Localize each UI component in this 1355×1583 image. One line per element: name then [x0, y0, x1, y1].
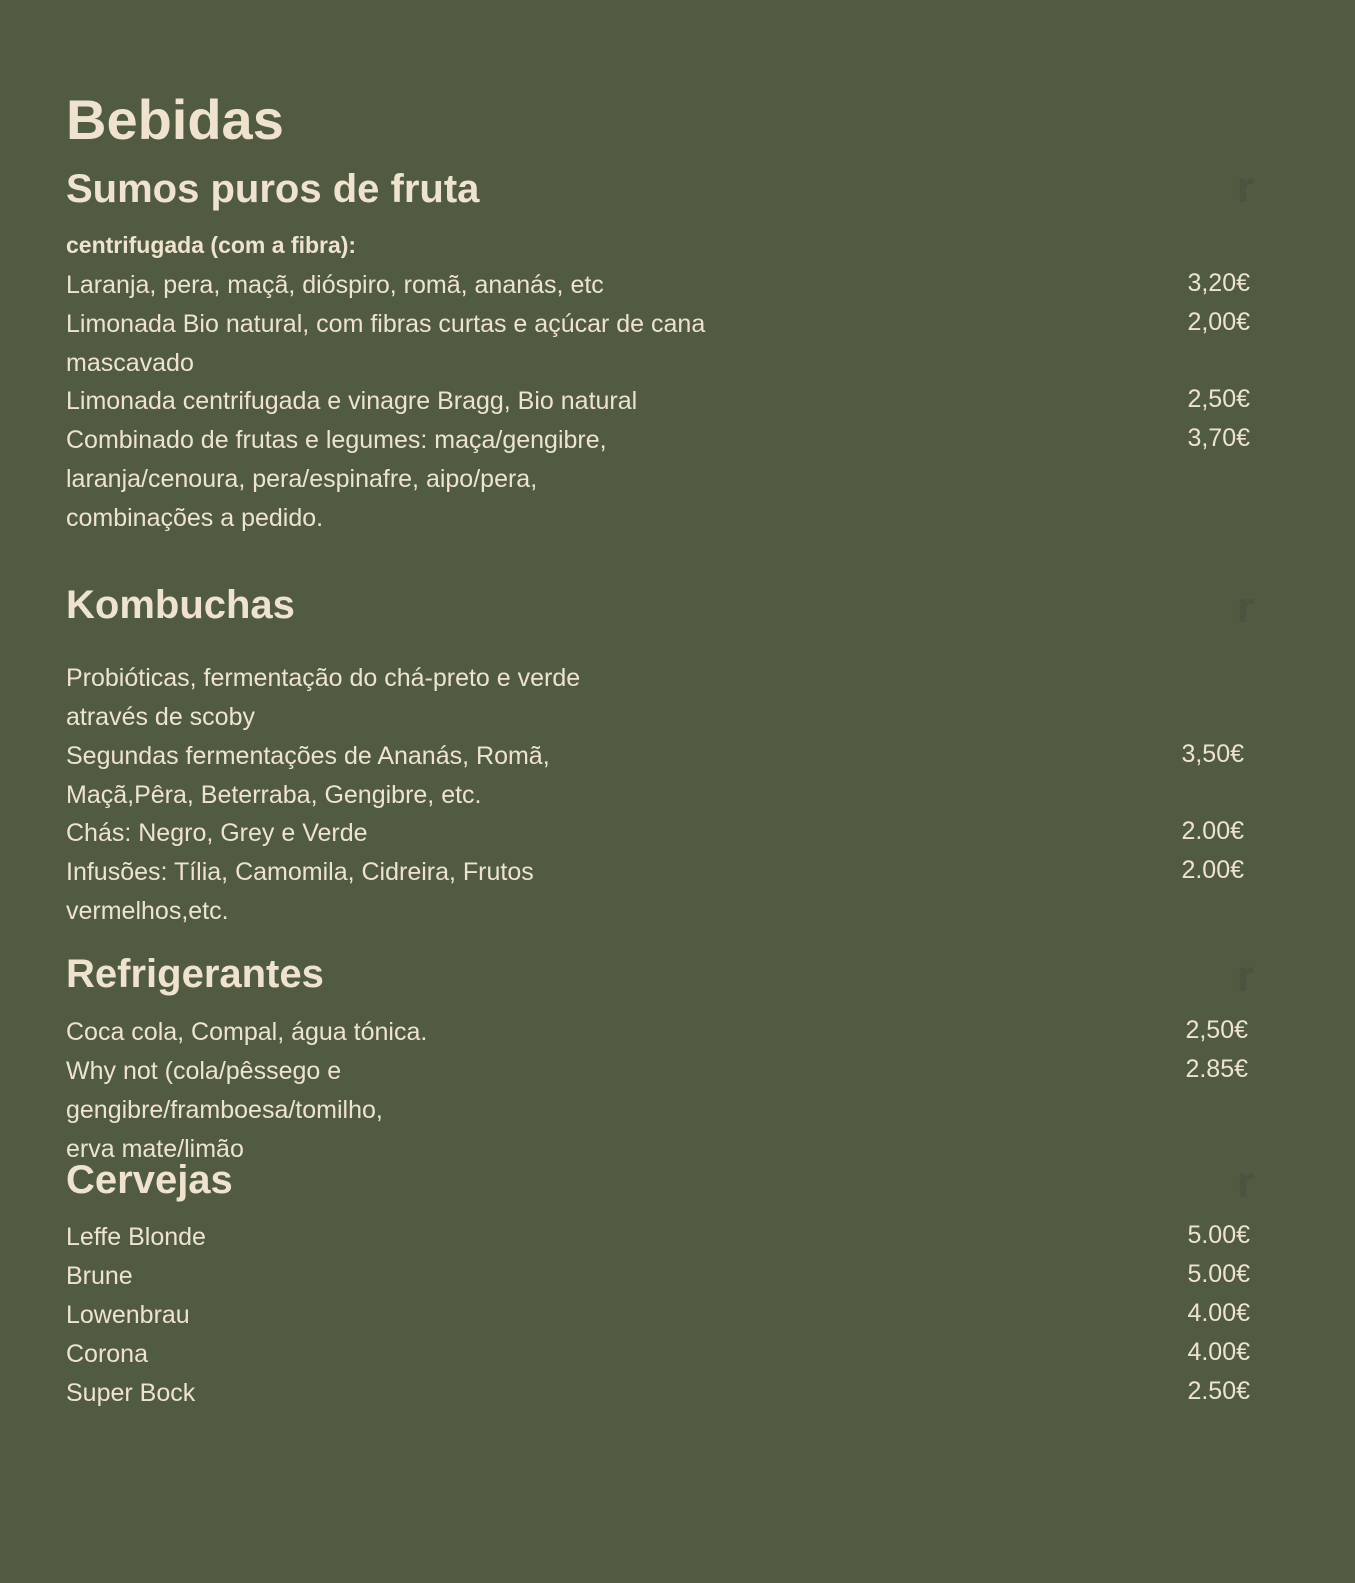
- menu-item: [66, 1296, 1262, 1335]
- menu-item-name: Super Bock: [66, 1379, 196, 1407]
- menu-item-price: 2.00€: [1181, 817, 1244, 845]
- menu-item-price: 3,70€: [1187, 424, 1250, 452]
- menu-item: [66, 382, 1262, 421]
- menu-item-name: Limonada Bio natural, com fibras curtas e açúcar de cana mascavado: [66, 310, 706, 377]
- menu-item-price: 2,00€: [1187, 308, 1250, 336]
- section-title-refrigerantes: Refrigerantes: [66, 952, 324, 996]
- menu-item: [66, 421, 1262, 538]
- menu-item-price: 4.00€: [1187, 1299, 1250, 1327]
- menu-item-name: Why not (cola/pêssego e gengibre/framboesa/tomilho, erva mate/limão: [66, 1057, 383, 1163]
- menu-item-name: Limonada centrifugada e vinagre Bragg, Bio natural: [66, 387, 638, 415]
- menu-item-name: Laranja, pera, maçã, dióspiro, romã, ananás, etc: [66, 271, 604, 299]
- menu-item: [66, 1052, 1262, 1169]
- menu-item: [66, 1374, 1262, 1413]
- menu-item: [66, 737, 1262, 815]
- menu-item-name: Leffe Blonde: [66, 1223, 206, 1251]
- menu-item-price: 2.00€: [1181, 856, 1244, 884]
- menu-item-name: Combinado de frutas e legumes: maça/gengibre, laranja/cenoura, pera/espinafre, aipo/pera, combinações a pedido.: [66, 426, 607, 532]
- menu-item: [66, 659, 1262, 737]
- menu-item: [66, 266, 1262, 305]
- section-title-sumos: Sumos puros de fruta: [66, 167, 480, 211]
- menu-item-name: Segundas fermentações de Ananás, Romã, Maçã,Pêra, Beterraba, Gengibre, etc.: [66, 742, 550, 809]
- menu-item-price: 2.50€: [1187, 1377, 1250, 1405]
- menu-item-price: 5.00€: [1187, 1260, 1250, 1288]
- menu-item-price: 5.00€: [1187, 1221, 1250, 1249]
- menu-item: [66, 1218, 1262, 1257]
- page-title: Bebidas: [66, 88, 284, 151]
- menu-item-name: Coca cola, Compal, água tónica.: [66, 1018, 428, 1046]
- menu-page: [66, 0, 1262, 1583]
- menu-item: [66, 1257, 1262, 1296]
- menu-item: [66, 853, 1262, 931]
- menu-item-price: 3,20€: [1187, 269, 1250, 297]
- menu-item-price: 4.00€: [1187, 1338, 1250, 1366]
- menu-item-price: 2,50€: [1187, 385, 1250, 413]
- menu-item-price: 3,50€: [1181, 740, 1244, 768]
- menu-item: [66, 1335, 1262, 1374]
- menu-item-name: Probióticas, fermentação do chá-preto e verde através de scoby: [66, 664, 581, 731]
- menu-item-name: Chás: Negro, Grey e Verde: [66, 819, 368, 847]
- menu-item-name: Lowenbrau: [66, 1301, 190, 1329]
- section-title-kombuchas: Kombuchas: [66, 583, 295, 627]
- menu-item: [66, 305, 1262, 383]
- menu-item-name: Brune: [66, 1262, 133, 1290]
- section-title-cervejas: Cervejas: [66, 1158, 233, 1202]
- section-mark-sumos: r: [1236, 163, 1254, 212]
- menu-item-name: Corona: [66, 1340, 148, 1368]
- menu-item-price: 2.85€: [1185, 1055, 1248, 1083]
- menu-item: [66, 1013, 1262, 1052]
- menu-item: [66, 814, 1262, 853]
- section-mark-kombuchas: r: [1236, 583, 1254, 632]
- section-mark-refrigerantes: r: [1236, 952, 1254, 1001]
- menu-item-price: 2,50€: [1185, 1016, 1248, 1044]
- section-mark-cervejas: r: [1236, 1158, 1254, 1207]
- sumos-subheading: centrifugada (com a fibra):: [66, 232, 357, 258]
- menu-item-name: Infusões: Tília, Camomila, Cidreira, Frutos vermelhos,etc.: [66, 858, 534, 925]
